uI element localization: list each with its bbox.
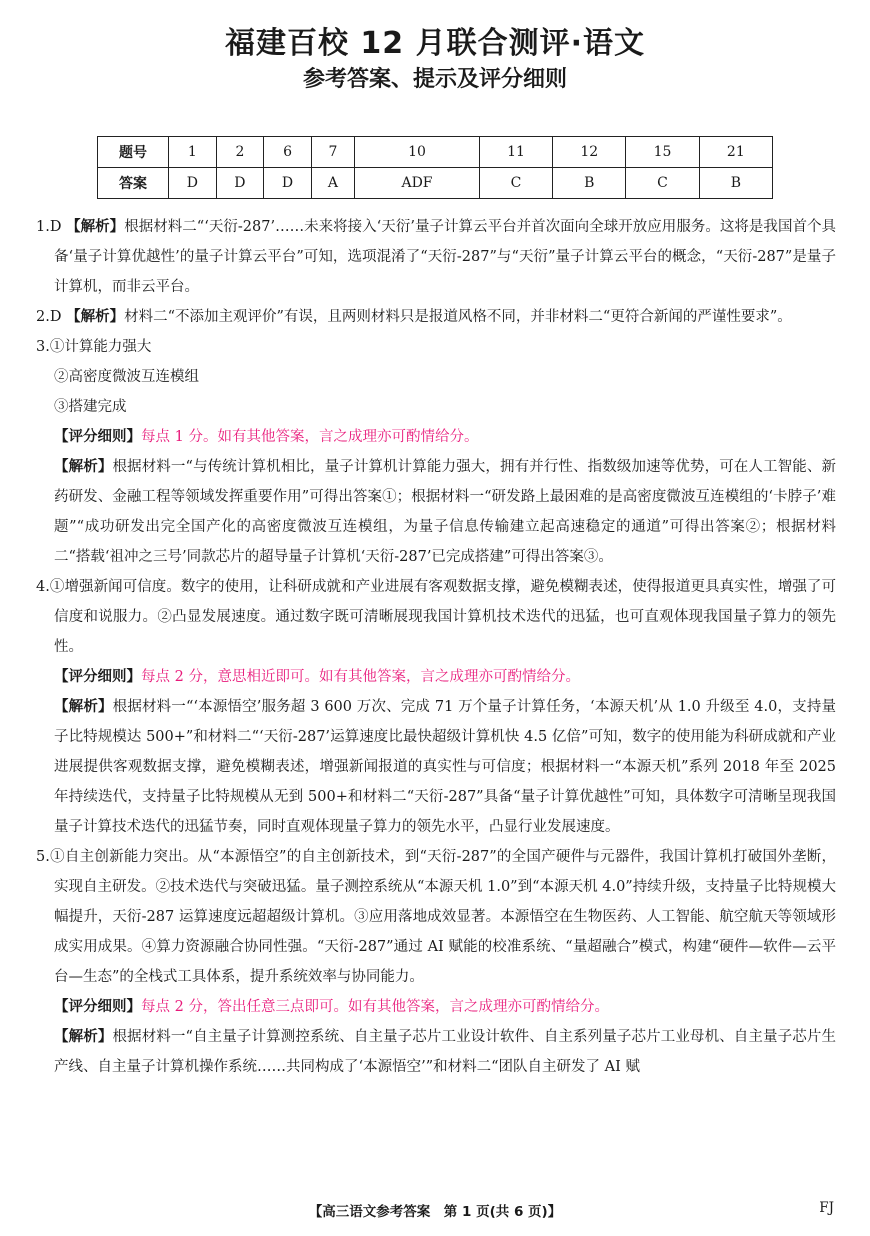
footer-code: FJ <box>819 1200 834 1216</box>
analysis-tag: 【解析】 <box>66 219 125 235</box>
question-number: 2. <box>36 309 50 325</box>
score-text: 每点 2 分，答出任意三点即可。如有其他答案，言之成理亦可酌情给分。 <box>141 999 609 1015</box>
answer-point: ①计算能力强大 <box>49 339 152 355</box>
table-cell: 7 <box>311 137 354 168</box>
page-title: 福建百校 12 月联合测评·语文 <box>224 26 646 61</box>
answer-point: ③搭建完成 <box>54 399 127 415</box>
analysis-text: 根据材料二“‘天衍-287’……未来将接入‘天衍’量子计算云平台并首次面向全球开放应用服务。这将是我国首个具备‘量子计算优越性’的量子计算云平台”可知，选项混淆了“天衍-287”与“天衍”量子计算云平台的概念，“天衍-287”是量子计算机，而非云平台。 <box>54 219 837 295</box>
analysis-text: 材料二“不添加主观评价”有误，且两则材料只是报道风格不同，并非材料二“更符合新闻的严谨性要求”。 <box>124 309 792 325</box>
answer-text: ①增强新闻可信度。数字的使用，让科研成就和产业进展有客观数据支撑，避免模糊表述，使得报道更具真实性，增强了可信度和说服力。②凸显发展速度。通过数字既可清晰展现我国计算机技术迭代的迅猛，也可直观体现我国量子算力的领先性。 <box>49 579 836 655</box>
table-cell: 1 <box>169 137 217 168</box>
table-cell: A <box>311 168 354 199</box>
question-number: 5. <box>36 849 50 865</box>
question-answer: D <box>49 219 62 235</box>
analysis <box>36 1022 836 1082</box>
score-rule <box>36 992 836 1022</box>
score-text: 每点 1 分。如有其他答案，言之成理亦可酌情给分。 <box>141 429 479 445</box>
table-row <box>98 168 773 199</box>
question-number: 1. <box>36 219 50 235</box>
table-cell: B <box>699 168 772 199</box>
table-cell: D <box>216 168 264 199</box>
table-cell: 6 <box>264 137 312 168</box>
analysis-tag: 【解析】 <box>54 459 113 475</box>
score-rule <box>36 422 836 452</box>
table-cell: D <box>264 168 312 199</box>
table-cell: 21 <box>699 137 772 168</box>
table-cell: B <box>553 168 626 199</box>
table-header-cell: 题号 <box>98 137 169 168</box>
question-number: 3. <box>36 339 50 355</box>
question-1 <box>36 212 836 302</box>
table-cell: 11 <box>479 137 552 168</box>
table-row <box>98 137 773 168</box>
question-answer: D <box>49 309 62 325</box>
analysis-tag: 【解析】 <box>54 1029 113 1045</box>
answer-point-line <box>36 392 836 422</box>
question-2 <box>36 302 836 332</box>
answer-point: ②高密度微波互连模组 <box>54 369 199 385</box>
table-cell: 10 <box>355 137 480 168</box>
table-cell: 15 <box>626 137 699 168</box>
score-text: 每点 2 分，意思相近即可。如有其他答案，言之成理亦可酌情给分。 <box>141 669 580 685</box>
table-cell: ADF <box>355 168 480 199</box>
table-cell: C <box>626 168 699 199</box>
table-cell: C <box>479 168 552 199</box>
analysis-text: 根据材料一“与传统计算机相比，量子计算机计算能力强大，拥有并行性、指数级加速等优势，可在人工智能、新药研发、金融工程等领域发挥重要作用”可得出答案①；根据材料一“研发路上最困难的是高密度微波互连模组的‘卡脖子’难题”“成功研发出完全国产化的高密度微波互连模组，为量子信息传输建立起高速稳定的通道”可得出答案②；根据材料二“搭载‘祖冲之三号’同款芯片的超导量子计算机‘天衍-287’已完成搭建”可得出答案③。 <box>54 459 836 565</box>
table-cell: 2 <box>216 137 264 168</box>
answer-content <box>36 212 836 1082</box>
table-header-cell: 答案 <box>98 168 169 199</box>
answer-text: ①自主创新能力突出。从“本源悟空”的自主创新技术，到“天衍-287”的全国产硬件与元器件，我国计算机打破国外垄断，实现自主研发。②技术迭代与突破迅猛。量子测控系统从“本源天机 1.0”到“本源天机 4.0”持续升级，支持量子比特规模大幅提升，天衍-287 运算速度远超超级计算机。③应用落地成效显著。本源悟空在生物医药、人工智能、航空航天等领域形成实用成果。④算力资源融合协同性强。“天衍-287”通过 AI 赋能的校准系统、“量超融合”模式，构建“硬件—软件—云平台—生态”的全栈式工具体系，提升系统效率与协同能力。 <box>49 849 836 985</box>
page-footer: 【高三语文参考答案 第 1 页(共 6 页)】 <box>308 1204 562 1220</box>
question-3 <box>36 332 836 362</box>
score-tag: 【评分细则】 <box>54 669 141 685</box>
analysis-text: 根据材料一“‘本源悟空’服务超 3 600 万次、完成 71 万个量子计算任务，‘本源天机’从 1.0 升级至 4.0，支持量子比特规模达 500+”和材料二“‘天衍-287’运算速度比最快超级计算机快 4.5 亿倍”可知，数字的使用能为科研成就和产业进展提供客观数据支撑，避免模糊表述，增强新闻报道的真实性与可信度；根据材料一“本源天机”系列 2018 年至 2025 年持续迭代，支持量子比特规模从无到 500+和材料二“天衍-287”具备“量子计算优越性”可知，具体数字可清晰呈现我国量子计算技术迭代的迅猛节奏，同时直观体现量子算力的领先水平，凸显行业发展速度。 <box>54 699 836 835</box>
analysis <box>36 692 836 842</box>
page-subtitle: 参考答案、提示及评分细则 <box>302 67 567 92</box>
answer-table <box>97 136 773 199</box>
question-4 <box>36 572 836 662</box>
answer-point-line <box>36 362 836 392</box>
analysis-text: 根据材料一“自主量子计算测控系统、自主量子芯片工业设计软件、自主系列量子芯片工业母机、自主量子芯片生产线、自主量子计算机操作系统……共同构成了‘本源悟空’”和材料二“团队自主研发了 AI 赋 <box>54 1029 836 1075</box>
analysis <box>36 452 836 572</box>
score-rule <box>36 662 836 692</box>
analysis-tag: 【解析】 <box>54 699 113 715</box>
table-cell: D <box>169 168 217 199</box>
analysis-tag: 【解析】 <box>66 309 125 325</box>
score-tag: 【评分细则】 <box>54 999 141 1015</box>
table-cell: 12 <box>553 137 626 168</box>
question-5 <box>36 842 836 992</box>
question-number: 4. <box>36 579 50 595</box>
score-tag: 【评分细则】 <box>54 429 141 445</box>
